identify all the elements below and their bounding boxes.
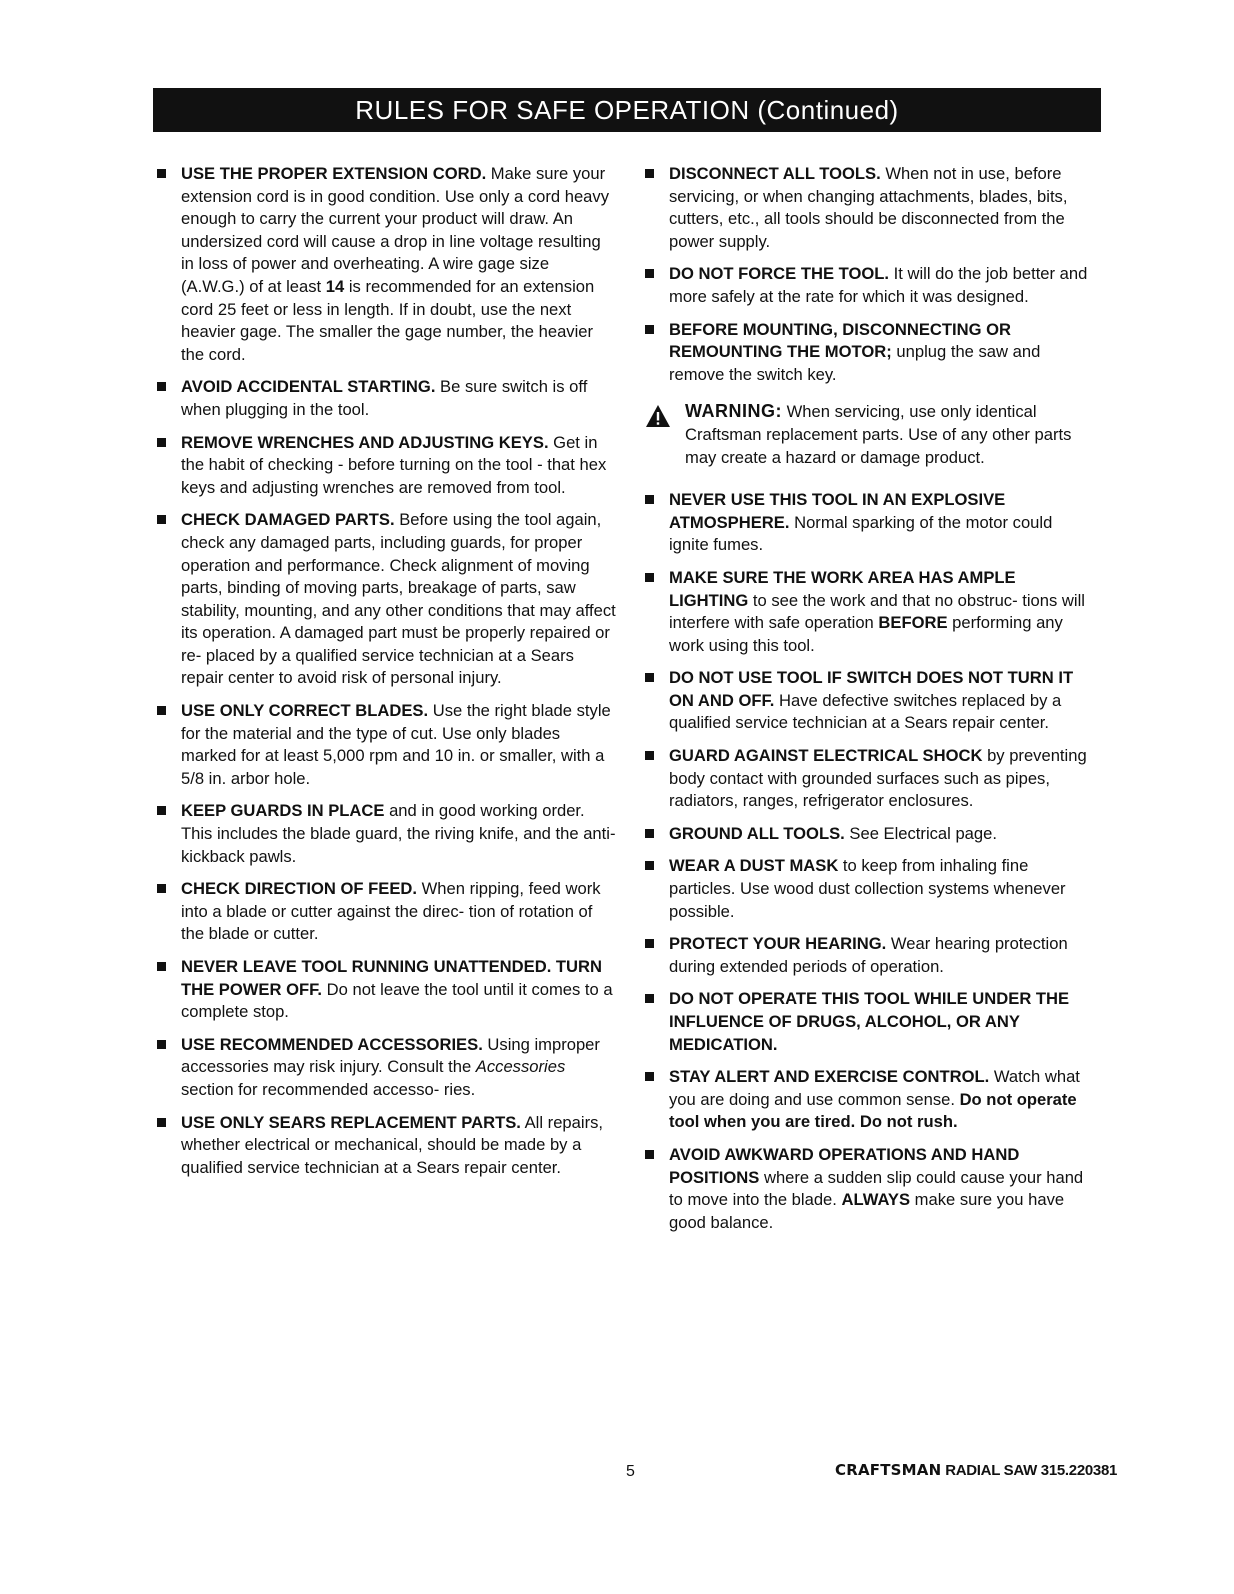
rule-heading: REMOVE WRENCHES AND ADJUSTING KEYS.	[181, 432, 549, 452]
bullet-icon	[645, 169, 654, 178]
section-title-bar	[153, 88, 1101, 132]
bullet-icon	[157, 706, 166, 715]
rule-text: Normal sparking of the motor could ignite fumes.	[669, 512, 1053, 555]
rule-item	[643, 263, 1093, 308]
rule-text: Make sure your extension cord is in good condition. Use only a cord heavy enough to carry the current your product will draw. An undersized cord will cause a drop in line voltage resulting in loss of power and overheating. A wire gage size (A.W.G.) of at least	[181, 164, 610, 296]
bullet-icon	[645, 751, 654, 760]
bullet-icon	[157, 382, 166, 391]
rule-heading: KEEP GUARDS IN PLACE	[181, 801, 385, 821]
rule-item	[155, 1112, 617, 1180]
rule-heading: PROTECT YOUR HEARING.	[669, 934, 887, 954]
rule-italic: Accessories	[475, 1057, 566, 1077]
rule-heading: BEFORE MOUNTING, DISCONNECTING OR REMOUNTING THE MOTOR;	[669, 319, 1012, 362]
rule-heading: USE THE PROPER EXTENSION CORD.	[181, 164, 487, 183]
bullet-icon	[645, 994, 654, 1003]
bullet-icon	[645, 269, 654, 278]
rule-item	[643, 567, 1093, 657]
rule-text: All repairs, whether electrical or mechanical, should be made by a qualified service technician at a Sears repair center.	[181, 1112, 603, 1177]
rule-emphasis: BEFORE	[878, 613, 948, 633]
rule-item	[155, 956, 617, 1024]
rule-heading: AVOID ACCIDENTAL STARTING.	[181, 377, 436, 397]
rule-item	[643, 1144, 1093, 1234]
page-title: RULES FOR SAFE OPERATION (Continued)	[355, 94, 899, 125]
rule-item	[643, 823, 1093, 846]
rule-item	[643, 745, 1093, 813]
bullet-icon	[157, 515, 166, 524]
rule-item	[155, 163, 617, 366]
rule-text: When not in use, before servicing, or when changing attachments, blades, bits, cutters, etc., all tools should be disconnected from the power supply.	[669, 164, 1068, 251]
bullet-icon	[645, 325, 654, 334]
bullet-icon	[645, 829, 654, 838]
bullet-icon	[157, 884, 166, 893]
rule-item	[155, 1034, 617, 1102]
rule-text: to keep from inhaling fine particles. Use wood dust collection systems whenever possible.	[669, 856, 1066, 921]
rule-heading: CHECK DIRECTION OF FEED.	[181, 879, 418, 899]
rule-text: make sure you have good balance.	[669, 1190, 1065, 1232]
bullet-icon	[157, 438, 166, 447]
bullet-icon	[645, 1150, 654, 1159]
warning-notice	[643, 400, 1093, 469]
rule-heading: GROUND ALL TOOLS.	[669, 823, 845, 843]
bullet-icon	[645, 1072, 654, 1081]
rule-text: It will do the job better and more safely at the rate for which it was designed.	[669, 264, 1088, 306]
rule-text: Do not leave the tool until it comes to a complete stop.	[181, 979, 613, 1022]
rule-item	[643, 1066, 1093, 1134]
rule-text: Use the right blade style for the material and the type of cut. Use only blades marked for at least 5,000 rpm and 10 in. or smaller, with a 5/8 in. arbor hole.	[181, 701, 611, 788]
rule-text: Wear hearing protection during extended periods of operation.	[669, 934, 1068, 976]
rule-text: Before using the tool again, check any damaged parts, including guards, for proper operation and performance. Check alignment of moving parts, binding of moving parts, breakage of parts, saw stability, mounting, and any other conditions that may affect its operation. A damaged part must be properly repaired or re- placed by a qualified service technician at a Sears repair center to avoid risk of personal injury.	[181, 510, 616, 688]
bullet-icon	[157, 806, 166, 815]
warning-text: When servicing, use only identical Craftsman replacement parts. Use of any other parts may create a hazard or damage product.	[685, 402, 1072, 467]
rule-heading: USE RECOMMENDED ACCESSORIES.	[181, 1034, 483, 1054]
warning-triangle-icon	[645, 404, 671, 428]
rule-emphasis: Do not operate tool when you are tired. Do not rush.	[669, 1089, 1077, 1132]
rule-text: Get in the habit of checking - before turning on the tool - that hex keys and adjusting wrenches are removed from tool.	[181, 432, 607, 497]
bullet-icon	[645, 573, 654, 582]
rule-text: unplug the saw and remove the switch key.	[669, 342, 1041, 384]
right-column	[643, 163, 1093, 1244]
rule-heading: DO NOT FORCE THE TOOL.	[669, 264, 890, 284]
warning-label: WARNING:	[685, 401, 782, 422]
rule-text: See Electrical page.	[844, 823, 997, 843]
rule-item	[643, 667, 1093, 735]
bullet-icon	[157, 1118, 166, 1127]
rule-text: Watch what you are doing and use common sense.	[669, 1067, 1080, 1109]
rule-item	[155, 700, 617, 790]
rule-text: performing any work using this tool.	[669, 613, 1063, 655]
rule-item	[643, 933, 1093, 978]
rule-heading: DO NOT USE TOOL IF SWITCH DOES NOT TURN IT ON AND OFF.	[669, 668, 1074, 710]
rule-item	[643, 855, 1093, 923]
bullet-icon	[157, 962, 166, 971]
rule-item	[155, 509, 617, 690]
bullet-icon	[645, 673, 654, 682]
rule-item	[643, 489, 1093, 557]
rule-text: is recommended for an extension cord 25 feet or less in length. If in doubt, use the next heavier gage. The smaller the gage number, the heavier the cord.	[181, 276, 595, 364]
bullet-icon	[645, 939, 654, 948]
bullet-icon	[645, 861, 654, 870]
bullet-icon	[157, 1040, 166, 1049]
rule-heading: MAKE SURE THE WORK AREA HAS AMPLE LIGHTING	[669, 567, 1016, 610]
rule-item	[155, 432, 617, 500]
rule-item	[155, 878, 617, 946]
rule-text: where a sudden slip could cause your hand to move into the blade.	[669, 1167, 1084, 1210]
rule-text: Using improper accessories may risk injury. Consult the	[181, 1034, 600, 1077]
rule-heading: WEAR A DUST MASK	[669, 856, 839, 876]
rule-text: to see the work and that no obstruc- tions will interfere with safe operation	[669, 590, 1085, 633]
rule-item	[155, 800, 617, 868]
rule-heading: DO NOT OPERATE THIS TOOL WHILE UNDER THE INFLUENCE OF DRUGS, ALCOHOL, OR ANY MEDICATION.	[669, 989, 1070, 1054]
rule-heading: NEVER USE THIS TOOL IN AN EXPLOSIVE ATMOSPHERE.	[669, 490, 1006, 532]
rule-heading: CHECK DAMAGED PARTS.	[181, 510, 395, 530]
rule-heading: USE ONLY SEARS REPLACEMENT PARTS.	[181, 1112, 521, 1132]
rule-text: and in good working order. This includes the blade guard, the riving knife, and the anti-kickback pawls.	[181, 801, 616, 866]
rule-heading: GUARD AGAINST ELECTRICAL SHOCK	[669, 746, 983, 766]
rule-heading: USE ONLY CORRECT BLADES.	[181, 701, 429, 721]
rule-item	[643, 163, 1093, 253]
rule-emphasis: 14	[325, 276, 345, 296]
rule-item	[643, 319, 1093, 387]
rule-item	[155, 376, 617, 421]
rule-text: section for recommended accesso- ries.	[181, 1079, 476, 1099]
rule-text: Be sure switch is off when plugging in the tool.	[181, 377, 588, 419]
rule-heading: NEVER LEAVE TOOL RUNNING UNATTENDED. TURN THE POWER OFF.	[181, 957, 603, 999]
brand-logo: CRAFTSMAN	[835, 1461, 942, 1479]
rule-emphasis: ALWAYS	[841, 1190, 911, 1210]
page-number: 5	[626, 1463, 635, 1480]
rule-heading: AVOID AWKWARD OPERATIONS AND HAND POSITIONS	[669, 1144, 1020, 1187]
rule-text: When ripping, feed work into a blade or cutter against the direc- tion of rotation of the blade or cutter.	[181, 879, 601, 944]
footer-product-line	[835, 1461, 1117, 1479]
rule-heading: DISCONNECT ALL TOOLS.	[669, 164, 881, 183]
bullet-icon	[645, 495, 654, 504]
bullet-icon	[157, 169, 166, 178]
rule-text: by preventing body contact with grounded surfaces such as pipes, radiators, ranges, refrigerator enclosures.	[669, 746, 1087, 811]
left-column	[155, 163, 617, 1189]
product-model: RADIAL SAW 315.220381	[941, 1462, 1118, 1479]
rule-text: Have defective switches replaced by a qualified service technician at a Sears repair center.	[669, 690, 1062, 733]
rule-heading: STAY ALERT AND EXERCISE CONTROL.	[669, 1067, 990, 1087]
rule-item	[643, 988, 1093, 1056]
